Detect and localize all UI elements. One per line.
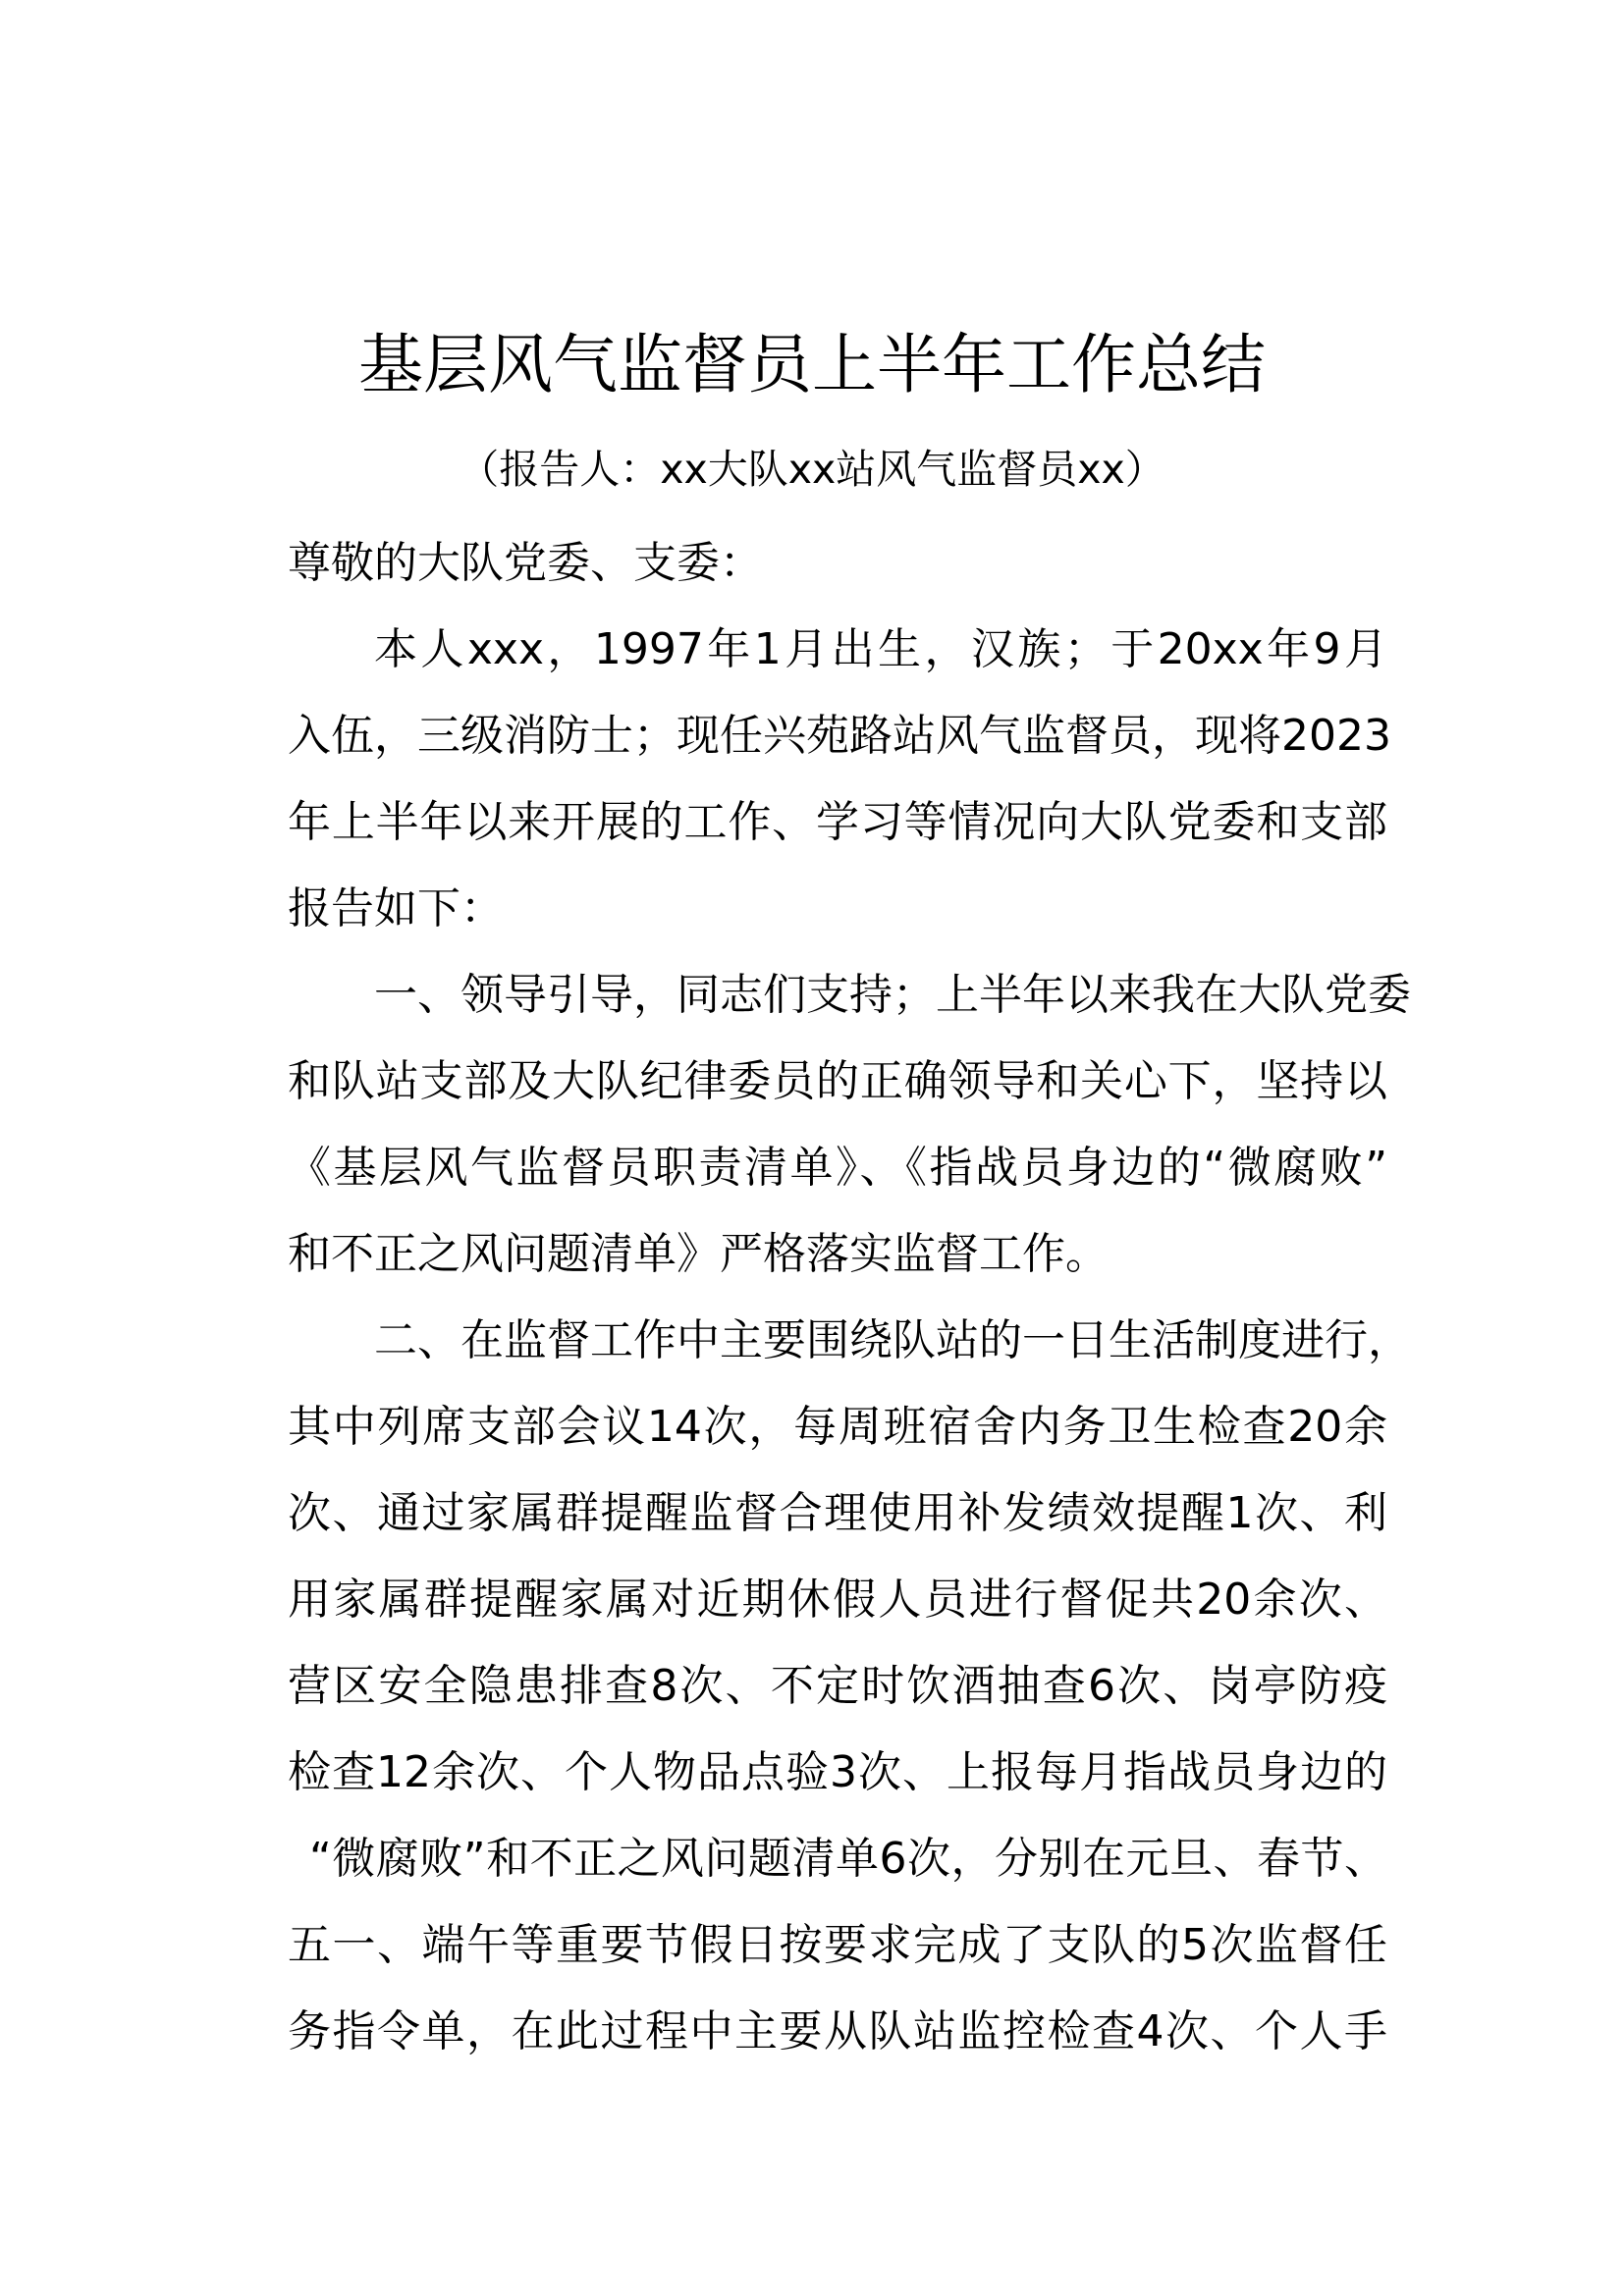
- body-line: 入伍，三级消防士；现任兴苑路站风气监督员，现将2023: [288, 711, 1391, 761]
- document-body: [288, 520, 1411, 2075]
- body-line: 《基层风气监督员职责清单》、《指战员身边的“微腐败”: [288, 1143, 1387, 1193]
- salutation-line: 尊敬的大队党委、支委：: [288, 538, 763, 588]
- body-line: 五一、端午等重要节假日按要求完成了支队的5次监督任: [288, 1920, 1387, 1970]
- body-line: 务指令单，在此过程中主要从队站监控检查4次、个人手: [288, 2006, 1387, 2056]
- body-line: 和不正之风问题清单》严格落实监督工作。: [288, 1229, 1109, 1279]
- body-line: 用家属群提醒家属对近期休假人员进行督促共20余次、: [288, 1575, 1387, 1625]
- body-line: 次、通过家属群提醒监督合理使用补发绩效提醒1次、利: [288, 1488, 1387, 1538]
- body-line: “微腐败”和不正之风问题清单6次，分别在元旦、春节、: [309, 1834, 1387, 1884]
- body-line: 本人xxx，1997年1月出生，汉族；于20xx年9月: [374, 624, 1387, 674]
- body-line: 报告如下：: [288, 883, 504, 934]
- body-line: 检查12余次、个人物品点验3次、上报每月指战员身边的: [288, 1747, 1387, 1797]
- body-line: 其中列席支部会议14次，每周班宿舍内务卫生检查20余: [288, 1402, 1387, 1452]
- body-line: 营区安全隐患排查8次、不定时饮酒抽查6次、岗亭防疫: [288, 1661, 1387, 1711]
- body-line: 二、在监督工作中主要围绕队站的一日生活制度进行，: [374, 1315, 1411, 1365]
- body-line: 一、领导引导，同志们支持；上半年以来我在大队党委: [374, 970, 1411, 1020]
- document-title: 基层风气监督员上半年工作总结: [358, 327, 1266, 402]
- document-subtitle: （报告人：xx大队xx站风气监督员xx）: [459, 446, 1165, 493]
- body-line: 和队站支部及大队纪律委员的正确领导和关心下，坚持以: [288, 1056, 1387, 1106]
- body-line: 年上半年以来开展的工作、学习等情况向大队党委和支部: [288, 797, 1387, 847]
